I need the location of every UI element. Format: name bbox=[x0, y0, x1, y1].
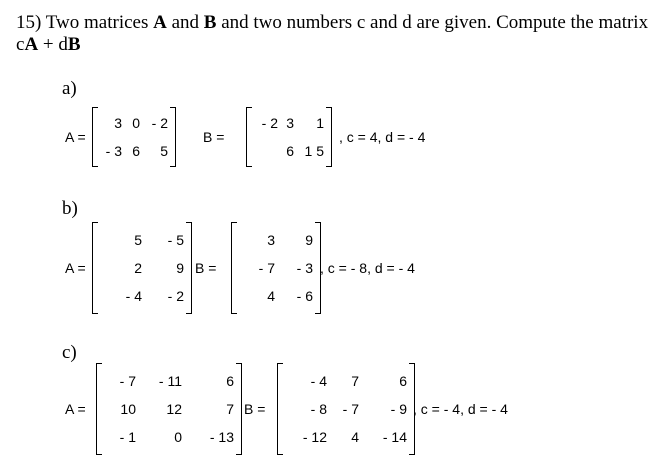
problem-line-2: cA + dB bbox=[16, 34, 81, 55]
cell: 3 bbox=[114, 115, 122, 131]
cell: - 12 bbox=[302, 429, 327, 445]
matrix-b-label: B = bbox=[195, 260, 217, 276]
cell: - 1 bbox=[119, 429, 136, 445]
cell: - 2 bbox=[151, 115, 168, 131]
part-c-matrix-A bbox=[96, 363, 242, 455]
cell: - 9 bbox=[390, 401, 407, 417]
cell: 6 bbox=[226, 373, 234, 389]
cell: 6 bbox=[286, 143, 294, 159]
matrix-b-label: B = bbox=[203, 129, 225, 145]
scalars-c: , c = - 4, d = - 4 bbox=[413, 401, 508, 417]
cell: 5 bbox=[134, 232, 142, 248]
matrix-a-label: A = bbox=[65, 260, 86, 276]
part-label-a: a) bbox=[62, 78, 77, 99]
scalars-a: , c = 4, d = - 4 bbox=[339, 129, 426, 145]
problem-line-1 bbox=[16, 12, 648, 34]
cell: 4 bbox=[351, 429, 359, 445]
cell: - 8 bbox=[310, 401, 327, 417]
cell: 9 bbox=[176, 260, 184, 276]
right-bracket bbox=[236, 363, 242, 455]
cell: 0 bbox=[132, 115, 140, 131]
cell: 7 bbox=[351, 373, 359, 389]
part-label-b: b) bbox=[62, 198, 78, 219]
cell: - 7 bbox=[119, 373, 136, 389]
cell: - 3 bbox=[296, 260, 313, 276]
cell: - 6 bbox=[296, 288, 313, 304]
cell: - 3 bbox=[105, 143, 122, 159]
matrix-a-label: A = bbox=[65, 401, 86, 417]
cell: 6 bbox=[132, 143, 140, 159]
cell: - 7 bbox=[258, 260, 275, 276]
right-bracket bbox=[326, 107, 332, 167]
part-a-matrix-B bbox=[246, 107, 332, 167]
cell: - 14 bbox=[382, 429, 407, 445]
matrix-b-label: B = bbox=[244, 401, 266, 417]
cell: 1 bbox=[316, 115, 324, 131]
problem-text: Two matrices A and B and two numbers c and d are given. Compute the matrix bbox=[45, 12, 649, 33]
cell: - 11 bbox=[158, 373, 182, 389]
cell: - 2 bbox=[167, 288, 184, 304]
part-label-c: c) bbox=[62, 342, 77, 363]
part-a-matrix-A bbox=[92, 107, 176, 167]
cell: 5 bbox=[160, 143, 168, 159]
cell: 10 bbox=[120, 401, 136, 417]
cell: 6 bbox=[399, 373, 407, 389]
cell: 12 bbox=[166, 401, 182, 417]
cell: 1 5 bbox=[304, 143, 324, 159]
cell: 0 bbox=[174, 429, 182, 445]
cell: 4 bbox=[267, 288, 275, 304]
right-bracket bbox=[170, 107, 176, 167]
cell: - 13 bbox=[209, 429, 234, 445]
problem-statement bbox=[16, 12, 648, 56]
part-c-matrix-B bbox=[277, 363, 415, 455]
cell: 2 bbox=[134, 260, 142, 276]
problem-number: 15) bbox=[16, 12, 42, 33]
part-b-matrix-B bbox=[231, 222, 321, 314]
cell: 9 bbox=[305, 232, 313, 248]
matrix-a-label: A = bbox=[65, 129, 86, 145]
cell: - 5 bbox=[167, 232, 184, 248]
cell: - 7 bbox=[342, 401, 359, 417]
right-bracket bbox=[186, 222, 192, 314]
cell: 3 bbox=[286, 115, 294, 131]
cell: 7 bbox=[226, 401, 234, 417]
cell: 3 bbox=[267, 232, 275, 248]
scalars-b: , c = - 8, d = - 4 bbox=[320, 260, 415, 276]
cell: - 2 bbox=[261, 115, 278, 131]
cell bbox=[254, 143, 278, 159]
part-b-matrix-A bbox=[92, 222, 192, 314]
cell: - 4 bbox=[310, 373, 327, 389]
cell: - 4 bbox=[125, 288, 142, 304]
